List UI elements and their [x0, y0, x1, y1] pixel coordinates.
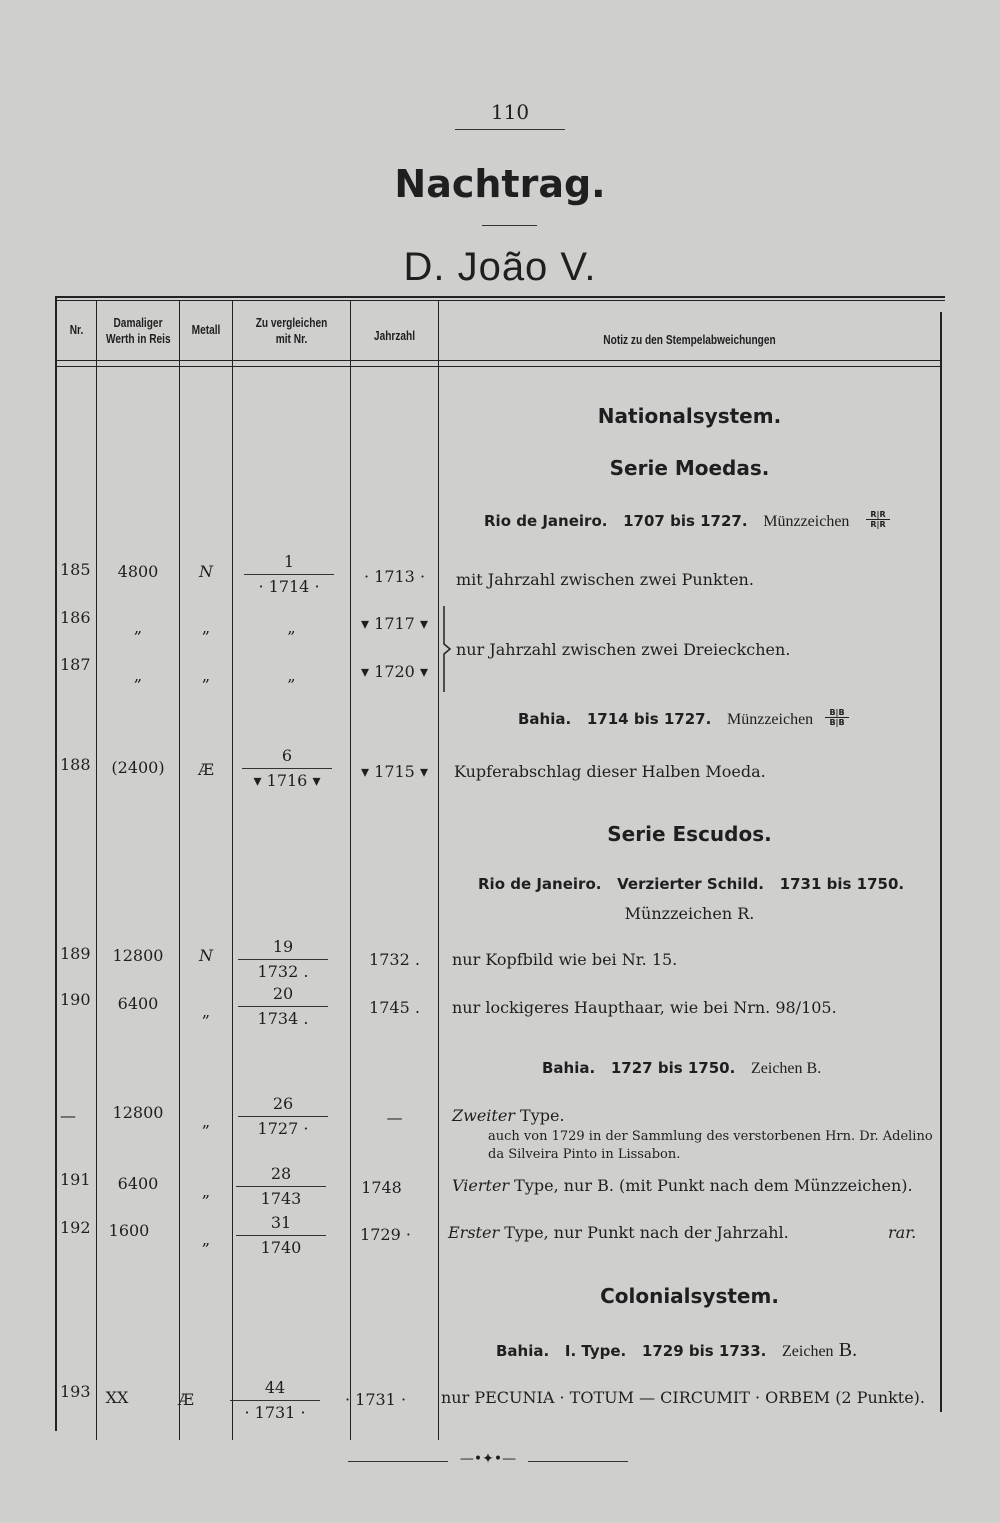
row-metal: „: [201, 1182, 211, 1201]
page-title: Nachtrag.: [394, 162, 606, 206]
row-compare: $\frac{31}{1740}$: [236, 1213, 326, 1258]
page-number: 110: [490, 100, 530, 124]
row-year: ▾ 1715 ▾: [361, 762, 428, 781]
row-metal: „: [201, 666, 211, 685]
row-value: (2400): [111, 758, 165, 777]
section-heading-colonial: Colonialsystem.: [600, 1284, 779, 1308]
row-year: · 1713 ·: [363, 567, 426, 586]
row-nr: 188: [60, 755, 91, 774]
divider: [482, 225, 537, 226]
mint-line-rio-1: Rio de Janeiro. 1707 bis 1727. Münzzeichen: [484, 512, 850, 530]
row-metal: N: [199, 562, 213, 581]
row-note: nur Kopfbild wie bei Nr. 15.: [452, 950, 678, 969]
row-nr: 190: [60, 990, 91, 1009]
row-value: 6400: [117, 1174, 159, 1193]
mint-line-rio-2: Rio de Janeiro. Verzierter Schild. 1731 bis 1750.: [478, 875, 905, 893]
brace-icon: [438, 604, 454, 694]
row-nr: —: [60, 1106, 76, 1125]
row-year: 1729 ·: [360, 1225, 411, 1244]
row-nr: 193: [60, 1382, 91, 1401]
row-compare: $\frac{6}{▾ 1716 ▾}$: [242, 746, 332, 791]
row-year: 1745 .: [369, 998, 420, 1017]
row-year: 1748: [361, 1178, 402, 1197]
row-compare: „: [287, 666, 296, 685]
row-subnote: auch von 1729 in der Sammlung des verstorbenen Hrn. Dr. Adelino: [488, 1129, 933, 1144]
row-compare: $\frac{28}{1743}$: [236, 1164, 326, 1209]
row-note: Kupferabschlag dieser Halben Moeda.: [454, 762, 766, 781]
section-heading-national: Nationalsystem.: [597, 404, 782, 428]
row-year: · 1731 ·: [344, 1390, 407, 1409]
row-subnote: da Silveira Pinto in Lissabon.: [488, 1147, 681, 1162]
col-header-compare: Zu vergleichen mit Nr.: [255, 315, 328, 346]
row-nr: 192: [60, 1218, 91, 1237]
row-metal: Æ: [177, 1390, 194, 1409]
row-compare: „: [287, 618, 296, 637]
section-heading-moedas: Serie Moedas.: [609, 456, 770, 480]
row-year: 1732 .: [369, 950, 420, 969]
mint-line-bahia-2: Bahia. 1727 bis 1750. Zeichen B.: [542, 1059, 822, 1077]
row-value: 6400: [117, 994, 159, 1013]
col-header-value: Damaliger Werth in Reis: [106, 315, 171, 346]
row-value: 12800: [112, 1103, 164, 1122]
page-subtitle: D. João V.: [403, 245, 597, 289]
mint-line-bahia-3: Bahia. I. Type. 1729 bis 1733. Zeichen B.: [496, 1339, 858, 1361]
row-nr: 185: [60, 560, 91, 579]
row-nr: 189: [60, 944, 91, 963]
col-header-notes: Notiz zu den Stempelabweichungen: [603, 332, 776, 347]
row-compare: $\frac{19}{1732 .}$: [238, 937, 328, 982]
row-note: nur PECUNIA · TOTUM — CIRCUMIT · ORBEM (2 Punkte).: [441, 1388, 925, 1407]
row-value: 4800: [117, 562, 159, 581]
row-metal: „: [201, 1002, 211, 1021]
row-metal: Æ: [197, 760, 214, 779]
row-value: XX: [105, 1388, 129, 1407]
mint-line-bahia-1: Bahia. 1714 bis 1727. Münzzeichen: [518, 710, 814, 728]
row-note: Vierter Type, nur B. (mit Punkt nach dem Münzzeichen).: [452, 1176, 913, 1195]
mintmark-r-icon: R|R R|R: [866, 510, 890, 529]
row-nr: 186: [60, 608, 91, 627]
row-value: 1600: [108, 1221, 150, 1240]
row-metal: „: [201, 1112, 211, 1131]
row-note: Erster Type, nur Punkt nach der Jahrzahl.: [448, 1223, 789, 1242]
mint-sub-rio-2: Münzzeichen R.: [624, 904, 755, 923]
row-compare: $\frac{44}{\cdot 1731 \cdot}$: [230, 1378, 320, 1423]
row-metal: „: [201, 618, 211, 637]
row-compare: $\frac{20}{1734 .}$: [238, 984, 328, 1029]
row-compare: $\frac{1}{\cdot 1714 \cdot}$: [244, 552, 334, 597]
col-header-metal: Metall: [191, 322, 221, 337]
col-header-nr: Nr.: [69, 322, 84, 337]
bracket-note: nur Jahrzahl zwischen zwei Dreieckchen.: [456, 640, 791, 659]
rarity-mark: rar.: [888, 1223, 917, 1242]
row-note: Zweiter Type.: [452, 1106, 565, 1125]
row-value: „: [133, 618, 143, 637]
row-note: nur lockigeres Haupthaar, wie bei Nrn. 98/105.: [452, 998, 837, 1017]
col-header-year: Jahrzahl: [373, 328, 416, 343]
row-year: —: [386, 1108, 403, 1127]
divider: [455, 129, 565, 130]
mintmark-b-icon: B|B B|B: [825, 708, 849, 727]
row-value: „: [133, 666, 143, 685]
row-year: ▾ 1720 ▾: [361, 662, 428, 681]
section-heading-escudos: Serie Escudos.: [607, 822, 772, 846]
row-nr: 191: [60, 1170, 91, 1189]
row-nr: 187: [60, 655, 91, 674]
row-compare: $\frac{26}{1727 \cdot}$: [238, 1094, 328, 1139]
row-metal: „: [201, 1230, 211, 1249]
row-value: 12800: [112, 946, 164, 965]
ornament-icon: —•✦•—: [448, 1451, 528, 1467]
row-metal: N: [199, 946, 213, 965]
row-note: mit Jahrzahl zwischen zwei Punkten.: [456, 570, 754, 589]
row-year: ▾ 1717 ▾: [361, 614, 428, 633]
